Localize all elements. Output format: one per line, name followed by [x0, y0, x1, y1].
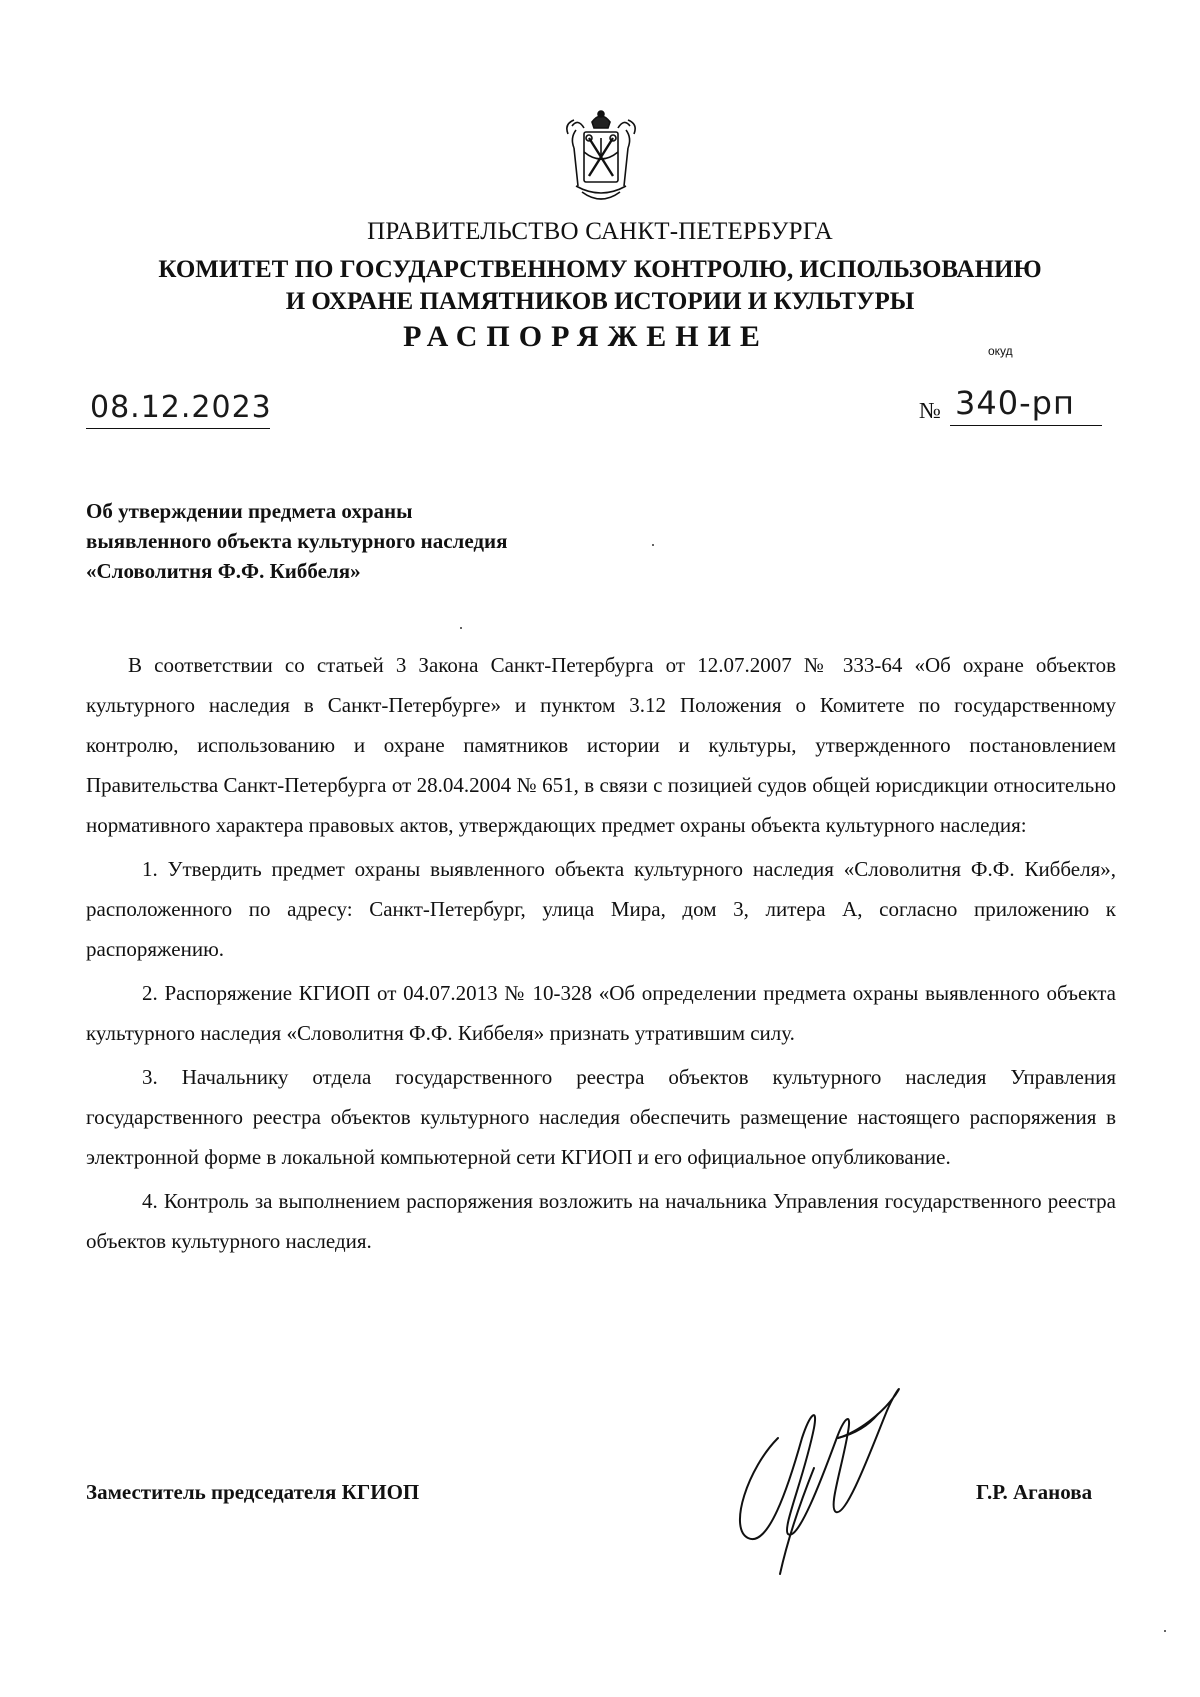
scan-speck — [460, 627, 462, 629]
signatory-position: Заместитель председателя КГИОП — [86, 1480, 420, 1504]
order-item-1: 1. Утвердить предмет охраны выявленного объекта культурного наследия «Словолитня Ф.Ф. Киббеля», расположенного по адресу: Санкт-Петербург, улица Мира, дом 3, литера А, согласно приложению к распоряжению. — [86, 857, 1116, 961]
signatory-name: Г.Р. Аганова — [976, 1480, 1093, 1504]
preamble-paragraph: В соответствии со статьей 3 Закона Санкт-Петербурга от 12.07.2007 № 333-64 «Об охране объектов культурного наследия в Санкт-Петербурге» и пунктом 3.12 Положения о Комитете по государственному контролю, использованию и охране памятников истории и культуры, утвержденного постановлением Правительства Санкт-Петербурга от 28.04.2004 № 651, в связи с позицией судов общей юрисдикции относительно нормативного характера правовых актов, утверждающих предмет охраны объекта культурного наследия: — [86, 653, 1116, 837]
committee-name-line2: И ОХРАНЕ ПАМЯТНИКОВ ИСТОРИИ И КУЛЬТУРЫ — [285, 288, 915, 315]
number-sign: № — [919, 398, 941, 423]
subject-line: «Словолитня Ф.Ф. Киббеля» — [86, 559, 361, 583]
order-item-4: 4. Контроль за выполнением распоряжения возложить на начальника Управления государственного реестра объектов культурного наследия. — [86, 1189, 1116, 1253]
date-underline — [86, 428, 270, 429]
coat-of-arms-icon — [562, 108, 640, 212]
order-item-3: 3. Начальнику отдела государственного реестра объектов культурного наследия Управления государственного реестра объектов культурного наследия обеспечить размещение настоящего распоряжения в электронной форме в локальной компьютерной сети КГИОП и его официальное опубликование. — [86, 1065, 1116, 1169]
document-type-title: РАСПОРЯЖЕНИЕ — [403, 320, 769, 353]
government-name: ПРАВИТЕЛЬСТВО САНКТ-ПЕТЕРБУРГА — [367, 218, 833, 245]
document-body — [86, 645, 1116, 1261]
subject-line: Об утверждении предмета охраны — [86, 499, 413, 523]
order-date: 08.12.2023 — [90, 390, 272, 425]
order-item-2: 2. Распоряжение КГИОП от 04.07.2013 № 10-328 «Об определении предмета охраны выявленного объекта культурного наследия «Словолитня Ф.Ф. Киббеля» признать утратившим силу. — [86, 981, 1116, 1045]
order-number: 340-рп — [955, 384, 1075, 422]
handwritten-signature-icon — [718, 1378, 904, 1578]
committee-name-line1: КОМИТЕТ ПО ГОСУДАРСТВЕННОМУ КОНТРОЛЮ, ИСПОЛЬЗОВАНИЮ — [158, 256, 1042, 283]
okud-label: окуд — [988, 344, 1013, 358]
document-subject — [86, 496, 507, 586]
subject-line: выявленного объекта культурного наследия — [86, 529, 508, 553]
scan-speck — [652, 544, 654, 546]
number-underline — [950, 425, 1102, 426]
scan-speck — [1164, 1630, 1166, 1632]
